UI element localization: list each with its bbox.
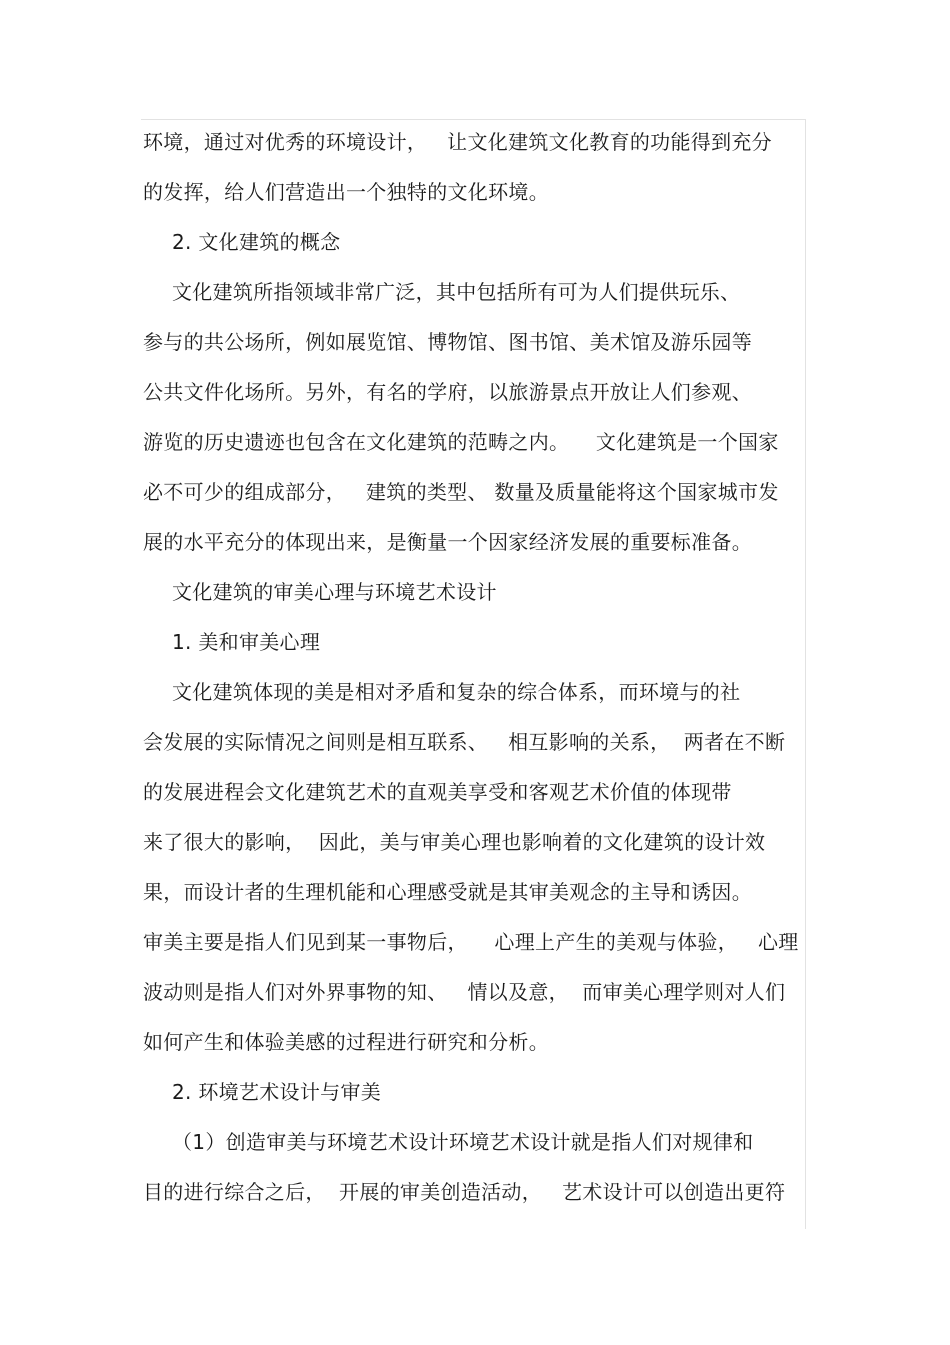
section-heading: 2. 环境艺术设计与审美 (172, 1080, 382, 1104)
text-line: 的发展进程会文化建筑艺术的直观美享受和客观艺术价值的体现带 (143, 780, 732, 804)
text-line: 目的进行综合之后， 开展的审美创造活动， 艺术设计可以创造出更符 (143, 1180, 786, 1204)
text-line: 参与的共公场所，例如展览馆、博物馆、图书馆、美术馆及游乐园等 (143, 330, 752, 354)
section-heading: 文化建筑的审美心理与环境艺术设计 (172, 580, 497, 604)
text-line: （1）创造审美与环境艺术设计环境艺术设计就是指人们对规律和 (172, 1130, 754, 1154)
text-line: 必不可少的组成部分， 建筑的类型、 数量及质量能将这个国家城市发 (143, 480, 779, 504)
text-line: 环境，通过对优秀的环境设计， 让文化建筑文化教育的功能得到充分 (143, 130, 772, 154)
text-line: 会发展的实际情况之间则是相互联系、 相互影响的关系， 两者在不断 (143, 730, 786, 754)
text-line: 审美主要是指人们见到某一事物后， 心理上产生的美观与体验， 心理 (143, 930, 799, 954)
text-line: 波动则是指人们对外界事物的知、 情以及意， 而审美心理学则对人们 (143, 980, 786, 1004)
text-line: 文化建筑所指领域非常广泛，其中包括所有可为人们提供玩乐、 (172, 280, 741, 304)
section-heading: 1. 美和审美心理 (172, 630, 321, 654)
text-line: 来了很大的影响， 因此，美与审美心理也影响着的文化建筑的设计效 (143, 830, 766, 854)
text-line: 如何产生和体验美感的过程进行研究和分析。 (143, 1030, 549, 1054)
text-line: 的发挥，给人们营造出一个独特的文化环境。 (143, 180, 549, 204)
text-line: 文化建筑体现的美是相对矛盾和复杂的综合体系，而环境与的社 (172, 680, 741, 704)
text-line: 游览的历史遗迹也包含在文化建筑的范畴之内。 文化建筑是一个国家 (143, 430, 779, 454)
text-line: 展的水平充分的体现出来，是衡量一个因家经济发展的重要标准备。 (143, 530, 752, 554)
text-line: 公共文件化场所。另外，有名的学府，以旅游景点开放让人们参观、 (143, 380, 752, 404)
section-heading: 2. 文化建筑的概念 (172, 230, 341, 254)
text-line: 果，而设计者的生理机能和心理感受就是其审美观念的主导和诱因。 (143, 880, 752, 904)
